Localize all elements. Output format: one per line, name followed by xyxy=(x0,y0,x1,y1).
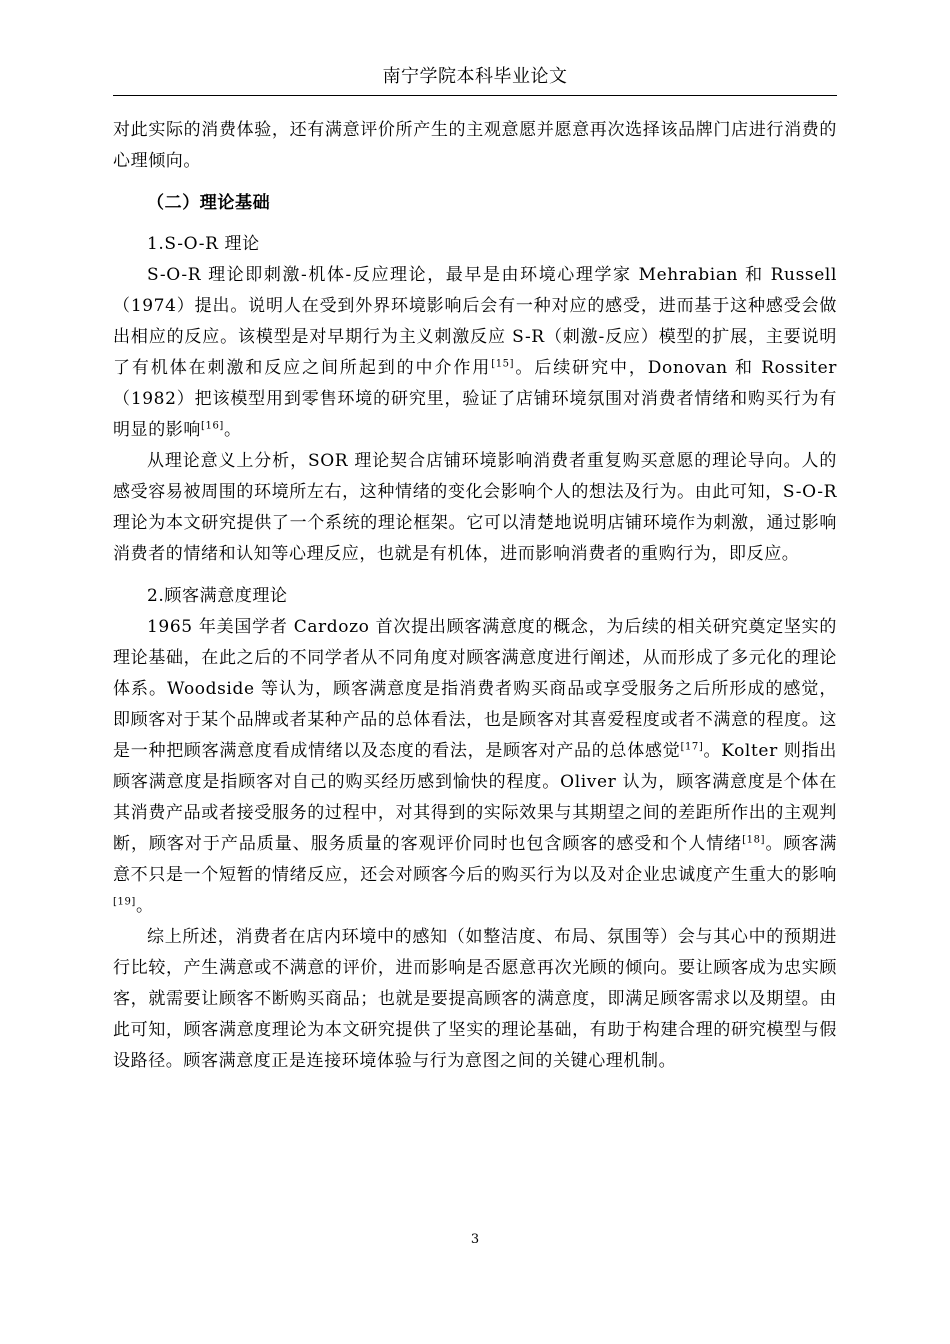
header-divider xyxy=(113,95,837,96)
satisfaction-paragraph-1: 1965 年美国学者 Cardozo 首次提出顾客满意度的概念，为后续的相关研究奠定坚实的理论基础，在此之后的不同学者从不同角度对顾客满意度进行阐述，从而形成了多元化的理论体系。Woodside 等认为，顾客满意度是指消费者购买商品或享受服务之后所形成的感觉，即顾客对于某个品牌或者某种产品的总体看法，也是顾客对其喜爱程度或者不满意的程度。这是一种把顾客满意度看成情绪以及态度的看法，是顾客对产品的总体感觉[17]。Kolter 则指出顾客满意度是指顾客对自己的购买经历感到愉快的程度。Oliver 认为，顾客满意度是个体在其消费产品或者接受服务的过程中，对其得到的实际效果与其期望之间的差距所作出的主观判断，顾客对于产品质量、服务质量的客观评价同时也包含顾客的感受和个人情绪[18]。顾客满意不只是一个短暂的情绪反应，还会对顾客今后的购买行为以及对企业忠诚度产生重大的影响[19]。 xyxy=(113,617,837,916)
citation-marker: [15] xyxy=(491,358,515,370)
subsection-heading-satisfaction: 2.顾客满意度理论 xyxy=(147,586,288,606)
running-header: 南宁学院本科毕业论文 xyxy=(382,66,568,87)
intro-paragraph: 对此实际的消费体验，还有满意评价所产生的主观意愿并愿意再次选择该品牌门店进行消费的心理倾向。 xyxy=(113,120,837,171)
page-body xyxy=(113,115,837,1077)
sor-paragraph-1: S-O-R 理论即刺激-机体-反应理论，最早是由环境心理学家 Mehrabian 和 Russell（1974）提出。说明人在受到外界环境影响后会有一种对应的感受，进而基于这种感受会做出相应的反应。该模型是对早期行为主义刺激反应 S-R（刺激-反应）模型的扩展，主要说明了有机体在刺激和反应之间所起到的中介作用[15]。后续研究中，Donovan 和 Rossiter（1982）把该模型用到零售环境的研究里，验证了店铺环境氛围对消费者情绪和购买行为有明显的影响[16]。 xyxy=(113,265,838,440)
section-heading: （二）理论基础 xyxy=(147,193,271,213)
citation-marker: [16] xyxy=(201,420,224,432)
subsection-heading-sor: 1.S-O-R 理论 xyxy=(147,234,260,254)
citation-marker: [19] xyxy=(113,896,136,908)
page-number: 3 xyxy=(470,1232,480,1247)
citation-marker: [17] xyxy=(680,741,704,753)
sor-paragraph-2: 从理论意义上分析，SOR 理论契合店铺环境影响消费者重复购买意愿的理论导向。人的感受容易被周围的环境所左右，这种情绪的变化会影响个人的想法及行为。由此可知，S-O-R 理论为本文研究提供了一个系统的理论框架。它可以清楚地说明店铺环境作为刺激，通过影响消费者的情绪和认知等心理反应，也就是有机体，进而影响消费者的重购行为，即反应。 xyxy=(113,451,837,564)
satisfaction-paragraph-2: 综上所述，消费者在店内环境中的感知（如整洁度、布局、氛围等）会与其心中的预期进行比较，产生满意或不满意的评价，进而影响是否愿意再次光顾的倾向。要让顾客成为忠实顾客，就需要让顾客不断购买商品；也就是要提高顾客的满意度，即满足顾客需求以及期望。由此可知，顾客满意度理论为本文研究提供了坚实的理论基础，有助于构建合理的研究模型与假设路径。顾客满意度正是连接环境体验与行为意图之间的关键心理机制。 xyxy=(113,927,837,1071)
citation-marker: [18] xyxy=(742,834,766,846)
